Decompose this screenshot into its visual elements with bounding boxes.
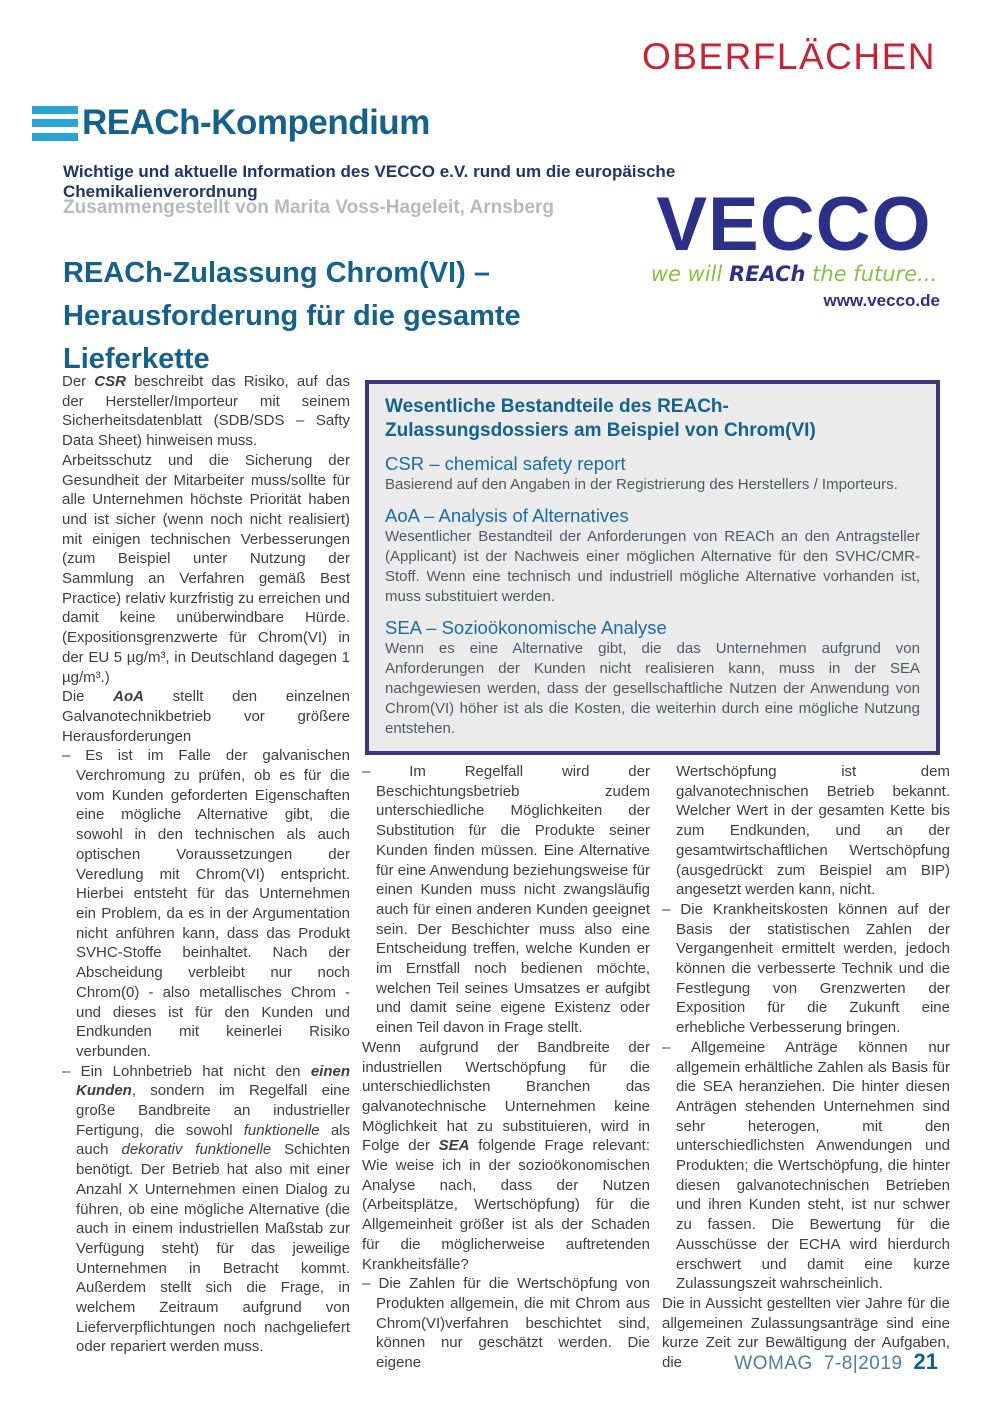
infobox-section — [385, 452, 920, 495]
series-header — [32, 103, 430, 143]
author-line: Zusammengestellt von Marita Voss-Hageleit, Arnsberg — [63, 197, 554, 218]
text-column-middle — [362, 762, 650, 1373]
paragraph: Wertschöpfung ist dem galvanotechnischen Betrieb bekannt. Welcher Wert in der gesamten Kette bis zum Endkunden, und an der gesamtwirtschaftlichen Wertschöpfung (ausgedrückt zum Beispiel am BIP) angesetzt werden kann, nicht. — [676, 763, 950, 899]
infobox-title — [385, 395, 920, 443]
menu-icon-bar — [32, 119, 78, 127]
infobox-section-heading: SEA – Sozioökonomische Analyse — [385, 617, 667, 638]
article-title-line2: Herausforderung für die gesamte Lieferkette — [63, 300, 521, 375]
bullet-item: – Im Regelfall wird der Beschichtungsbetrieb zudem unterschiedliche Möglichkeiten der Substitution für die Produkte seiner Kunden finden müssen. Eine Alternative für eine Anwendung beziehungsweise für einen Kunden muss nicht zwangsläufig auch für einen anderen Kunden geeignet sein. Der Beschichter muss also eine Entscheidung treffen, welche Kunden er im Ernstfall noch bedienen möchte, welchen Teil seines Umsatzes er aufgibt und damit seine eigene Existenz oder einen Teil davon in Frage stellt. — [362, 763, 650, 1037]
infobox-sections — [385, 452, 920, 739]
logo-wordmark: VECCO — [656, 182, 932, 267]
page-footer — [734, 1349, 938, 1375]
logo-website-url: www.vecco.de — [823, 291, 940, 310]
footer-page-number: 21 — [913, 1349, 938, 1374]
article-title — [63, 252, 663, 381]
paragraph: Die AoA stellt den einzelnen Galvanotechnikbetrieb vor größere Herausforderungen — [62, 688, 350, 745]
logo-tagline — [648, 262, 940, 286]
tagline-segment: we will — [650, 262, 729, 286]
paragraph: Die in Aussicht gestellten vier Jahre für die allgemeinen Zulassungsanträge sind eine kurze Zeit zur Bewältigung der Aufgaben, die — [662, 1294, 950, 1372]
paragraph: Arbeitsschutz und die Sicherung der Gesundheit der Mitarbeiter muss/sollte für alle Unternehmen höchste Priorität haben und ist sicher (wenn noch nicht realisiert) mit einigen technischen Verbesserungen (zum Beispiel unter Nutzung der Sammlung an Verfahren gemäß Best Practice) relativ kurzfristig zu erreichen und damit keine unüberwindbare Hürde. (Expositionsgrenzwerte für Chrom(VI) in der EU 5 µg/m³, in Deutschland dagegen 1 µg/m³.) — [62, 451, 350, 686]
tagline-segment: REACh — [729, 262, 806, 286]
text-column-left — [62, 372, 350, 1357]
paragraph: Wenn aufgrund der Bandbreite der industriellen Wertschöpfung für die unterschiedlichsten Branchen das galvanotechnische Unternehmen keine Möglichkeit hat zu substituieren, wird in Folge der SEA folgende Frage relevant: Wie weise ich in der sozioökonomischen Analyse nach, dass der Nutzen (Arbeitsplätze, Wertschöpfung) für die Allgemeinheit größer ist als der Schaden für die möglicherweise auftretenden Krankheitsfälle? — [362, 1038, 650, 1273]
tagline-segment: the future... — [805, 262, 938, 286]
menu-icon-bar — [32, 133, 78, 141]
infobox-title-line2: Zulassungsdossiers am Beispiel von Chrom(VI) — [385, 420, 816, 441]
bullet-item: – Allgemeine Anträge können nur allgemein erhältliche Zahlen als Basis für die SEA heranziehen. Die hinter diesen Anträgen stehenden Unternehmen sind sehr heterogen, mit den unterschiedlichsten Anwendungen und Produkten; die Wertschöpfung, die hinter diesen galvanotechnischen Betrieben und ihren Kunden steht, ist nur schwer zu fassen. Die Bewertung für die Ausschüsse der ECHA wird hierdurch erschwert und damit eine kurze Zulassungszeit wahrscheinlich. — [662, 1038, 950, 1293]
series-title: REACh-Kompendium — [82, 103, 430, 142]
infobox — [365, 380, 940, 755]
bullet-item: – Ein Lohnbetrieb hat nicht den einen Kunden, sondern im Regelfall eine große Bandbreite an industrieller Fertigung, die sowohl funktionelle als auch dekorativ funktionelle Schichten benötigt. Der Betrieb hat also mit einer Anzahl X Unternehmen einen Dialog zu führen, ob eine mögliche Alternative (die auch in einem industriellen Maßstab zur Verfügung steht) für das jeweilige Unternehmen in Betracht kommt. Außerdem stellt sich die Frage, in welchem Zeitraum aufgrund von Lieferverpflichtungen noch nachgeliefert oder repariert werden muss. — [62, 1062, 351, 1356]
infobox-section — [385, 504, 920, 607]
text-column-right — [662, 762, 950, 1373]
infobox-title-line1: Wesentliche Bestandteile des REACh- — [385, 396, 729, 417]
article-subtitle: Wichtige und aktuelle Information des VECCO e.V. rund um die europäische Chemikalienverordnung — [63, 162, 676, 201]
bullet-item: – Die Zahlen für die Wertschöpfung von Produkten allgemein, die mit Chrom aus Chrom(VI)verfahren beschichtet sind, können nur geschätzt werden. Die eigene — [362, 1275, 650, 1372]
article-title-line1: REACh-Zulassung Chrom(VI) – — [63, 257, 490, 289]
infobox-section-body: Wesentlicher Bestandteil der Anforderungen von REACh an den Antragsteller (Applicant) ist der Nachweis einer möglichen Alternative für den SVHC/CMR-Stoff. Wenn eine technisch und industriell mögliche Alternative vorhanden ist, muss substituiert werden. — [385, 528, 920, 605]
bullet-item: – Die Krankheitskosten können auf der Basis der statistischen Zahlen der Vergangenheit ermittelt werden, jedoch können die verbesserte Technik und die Festlegung von Grenzwerten der Exposition für die Zukunft eine erhebliche Verbesserung bringen. — [662, 900, 950, 1037]
bullet-item: – Es ist im Falle der galvanischen Verchromung zu prüfen, ob es für die vom Kunden geforderten Eigenschaften eine mögliche Alternative gibt, die sowohl in den technischen als auch optischen Voraussetzungen der Veredlung mit Chrom(VI) entspricht. Hierbei entsteht für das Unternehmen ein Problem, da es in der Argumentation nicht anführen kann, dass das Produkt SVHC-Stoffe beinhaltet. Nach der Abscheidung verbleibt nur noch Chrom(0) - also metallisches Chrom - und dieses ist für den Kunden und Endkunden mit keinerlei Risiko verbunden. — [62, 747, 350, 1060]
infobox-section-body: Basierend auf den Angaben in der Registrierung des Herstellers / Importeurs. — [385, 476, 898, 493]
infobox-section-heading: AoA – Analysis of Alternatives — [385, 505, 629, 526]
infobox-section-heading: CSR – chemical safety report — [385, 453, 626, 474]
footer-issue: 7-8|2019 — [823, 1353, 903, 1374]
magazine-section-label: OBERFLÄCHEN — [641, 36, 936, 77]
infobox-section-body: Wenn es eine Alternative gibt, die das Unternehmen aufgrund von Anforderungen der Kunden nicht realisieren kann, muss in der SEA nachgewiesen werden, dass der gesellschaftliche Nutzen der Anwendung von Chrom(VI) höher ist als die Kosten, die weiterhin durch eine mögliche Nutzung entstehen. — [385, 640, 920, 737]
paragraph: Der CSR beschreibt das Risiko, auf das der Hersteller/Importeur mit seinem Sicherheitsdatenblatt (SDB/SDS – Safty Data Sheet) hinweisen muss. — [62, 373, 350, 450]
footer-journal-name: WOMAG — [734, 1353, 813, 1374]
vecco-logo — [648, 182, 940, 311]
infobox-section — [385, 616, 920, 739]
menu-icon-bar — [32, 106, 78, 114]
menu-icon — [32, 105, 78, 142]
